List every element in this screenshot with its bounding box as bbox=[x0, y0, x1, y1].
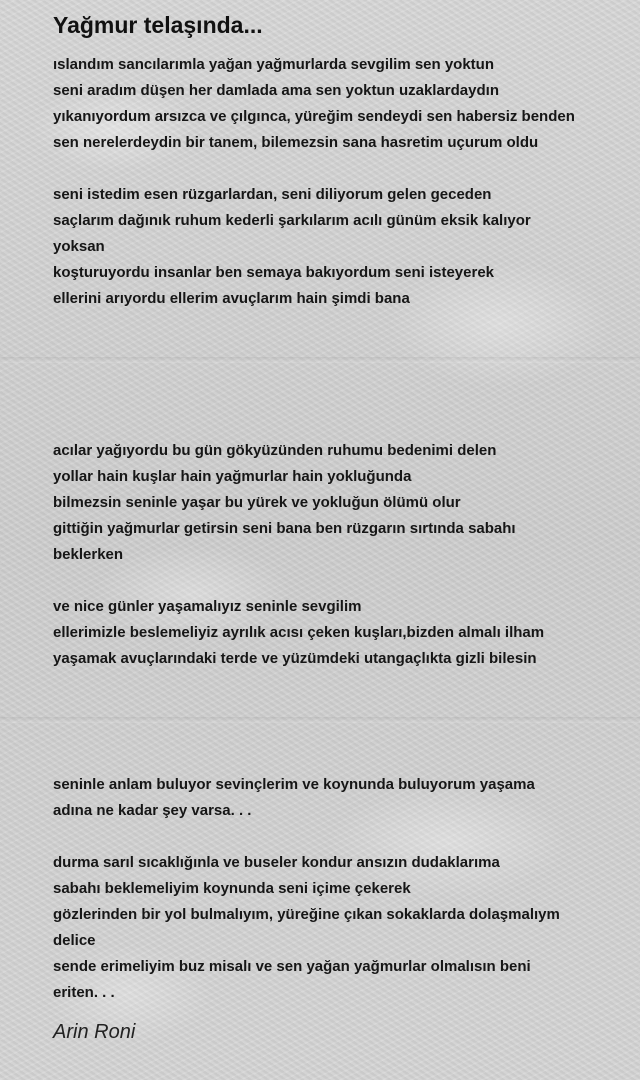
poem-line: koşturuyordu insanlar ben semaya bakıyordum seni isteyerek bbox=[53, 264, 495, 281]
poem-line: gittiğin yağmurlar getirsin seni bana ben rüzgarın sırtında sabahı bbox=[53, 520, 516, 537]
poem-line: bilmezsin seninle yaşar bu yürek ve yokluğun ölümü olur bbox=[53, 494, 461, 511]
poem-line: adına ne kadar şey varsa. . . bbox=[53, 802, 252, 819]
poem-line: sen nerelerdeydin bir tanem, bilemezsin sana hasretim uçurum oldu bbox=[53, 134, 539, 151]
poem-line: sende erimeliyim buz misalı ve sen yağan yağmurlar olmalısın beni bbox=[53, 958, 531, 975]
poem-title: Yağmur telaşında... bbox=[53, 12, 263, 38]
poem-line: yoksan bbox=[53, 238, 105, 255]
band-divider bbox=[0, 717, 640, 723]
stanza-2 bbox=[53, 182, 623, 312]
poem-line: yollar hain kuşlar hain yağmurlar hain yokluğunda bbox=[53, 468, 412, 485]
poem-line: saçlarım dağınık ruhum kederli şarkılarım acılı günüm eksik kalıyor bbox=[53, 212, 531, 229]
poem-line: seninle anlam buluyor sevinçlerim ve koynunda buluyorum yaşama bbox=[53, 776, 535, 793]
poem-line: sabahı beklemeliyim koynunda seni içime çekerek bbox=[53, 880, 411, 897]
poem-line: eriten. . . bbox=[53, 984, 115, 1001]
poem-line: yıkanıyordum arsızca ve çılgınca, yüreğim sendeydi sen habersiz benden bbox=[53, 108, 575, 125]
author-name: Arin Roni bbox=[53, 1021, 136, 1043]
poem-line: ve nice günler yaşamalıyız seninle sevgilim bbox=[53, 598, 362, 615]
poem-line: durma sarıl sıcaklığınla ve buseler kondur ansızın dudaklarıma bbox=[53, 854, 500, 871]
stanza-3 bbox=[53, 438, 623, 568]
stanza-4 bbox=[53, 594, 623, 672]
stanza-5 bbox=[53, 772, 623, 824]
poem-line: yaşamak avuçlarındaki terde ve yüzümdeki utangaçlıkta gizli bilesin bbox=[53, 650, 537, 667]
poem-line: seni istedim esen rüzgarlardan, seni diliyorum gelen geceden bbox=[53, 186, 492, 203]
poem-line: ellerini arıyordu ellerim avuçlarım hain şimdi bana bbox=[53, 290, 410, 307]
poem-line: seni aradım düşen her damlada ama sen yoktun uzaklardaydın bbox=[53, 82, 499, 99]
poem-line: delice bbox=[53, 932, 96, 949]
poem-line: beklerken bbox=[53, 546, 124, 563]
band-divider bbox=[0, 357, 640, 363]
stanza-1 bbox=[53, 52, 623, 156]
poem-line: gözlerinden bir yol bulmalıyım, yüreğine çıkan sokaklarda dolaşmalıym bbox=[53, 906, 560, 923]
poem-line: ellerimizle beslemeliyiz ayrılık acısı çeken kuşları,bizden almalı ilham bbox=[53, 624, 545, 641]
poem-line: acılar yağıyordu bu gün gökyüzünden ruhumu bedenimi delen bbox=[53, 442, 497, 459]
poem-line: ıslandım sancılarımla yağan yağmurlarda sevgilim sen yoktun bbox=[53, 56, 495, 73]
stanza-6 bbox=[53, 850, 623, 1006]
